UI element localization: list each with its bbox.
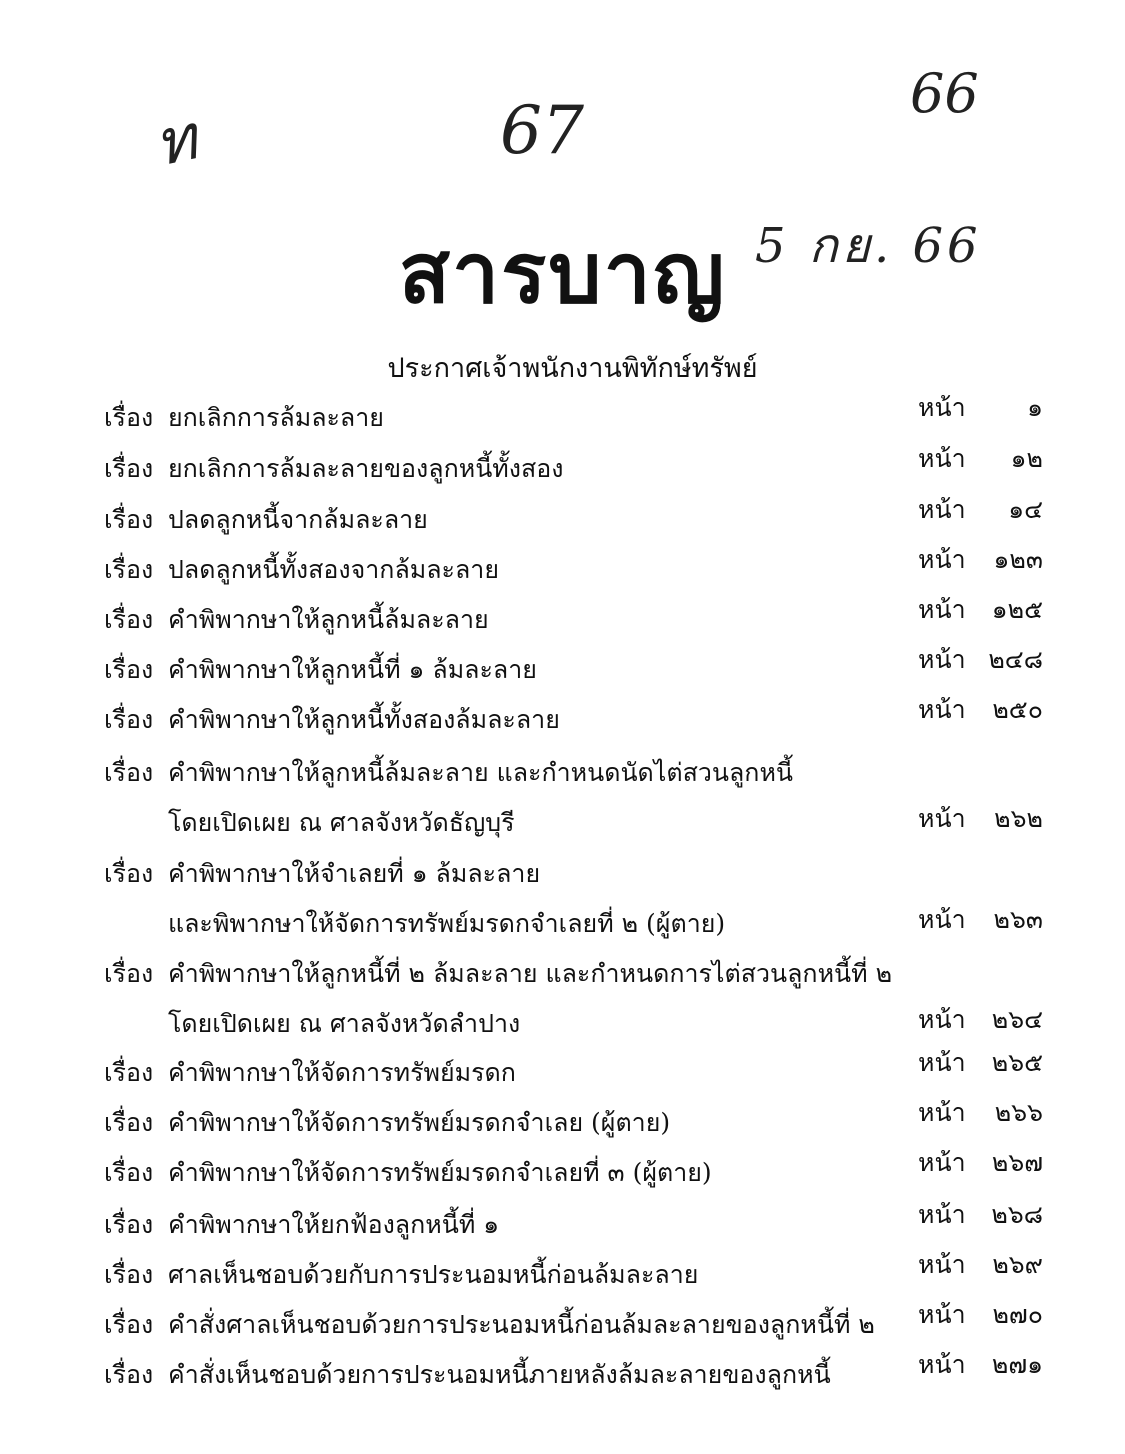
page-number: ๒๖๙ [992, 1250, 1043, 1279]
entry-title: คำสั่งเห็นชอบด้วยการประนอมหนี้ภายหลังล้มละลายของลูกหนี้ [168, 1360, 831, 1389]
entry-label: เรื่อง [104, 403, 154, 432]
handwritten-date-note: 5 กย. 66 [755, 218, 982, 274]
entry-label: เรื่อง [104, 454, 154, 483]
entry-title: ศาลเห็นชอบด้วยกับการประนอมหนี้ก่อนล้มละลาย [168, 1260, 699, 1289]
toc-entry [0, 545, 1125, 590]
page-label: หน้า [918, 804, 966, 833]
toc-entry [0, 645, 1125, 690]
page-number: ๒๗๑ [991, 1350, 1043, 1379]
entry-label: เรื่อง [104, 1260, 154, 1289]
page-label: หน้า [918, 1300, 966, 1329]
toc-entry [0, 1148, 1125, 1193]
page-title: สารบาญ [398, 224, 727, 322]
page-number: ๑๔ [1008, 495, 1043, 524]
toc-entry [0, 1098, 1125, 1143]
entry-title-continued: โดยเปิดเผย ณ ศาลจังหวัดธัญบุรี [168, 808, 515, 837]
page-number: ๒๖๓ [993, 905, 1043, 934]
entry-title: คำพิพากษาให้ลูกหนี้ทั้งสองล้มละลาย [168, 705, 560, 734]
page-label: หน้า [918, 393, 966, 422]
toc-entry [0, 444, 1125, 489]
page-number: ๑ [1027, 393, 1043, 422]
toc-entry [0, 1200, 1125, 1245]
toc-entry [0, 1250, 1125, 1295]
toc-entry [0, 954, 1125, 1038]
page-label: หน้า [918, 1250, 966, 1279]
page-label: หน้า [918, 495, 966, 524]
section-heading: ประกาศเจ้าพนักงานพิทักษ์ทรัพย์ [387, 353, 758, 384]
page-label: หน้า [918, 444, 966, 473]
entry-title: คำพิพากษาให้จัดการทรัพย์มรดก [168, 1058, 516, 1087]
page-label: หน้า [918, 1005, 966, 1034]
entry-label: เรื่อง [104, 1310, 154, 1339]
entry-label: เรื่อง [104, 1058, 154, 1087]
entry-title: คำพิพากษาให้ยกฟ้องลูกหนี้ที่ ๑ [168, 1210, 500, 1239]
page-label: หน้า [918, 1098, 966, 1127]
toc-entry [0, 753, 1125, 837]
entry-title: คำพิพากษาให้จัดการทรัพย์มรดกจำเลยที่ ๓ (ผู้ตาย) [168, 1158, 712, 1187]
entry-label: เรื่อง [104, 1108, 154, 1137]
page-label: หน้า [918, 1048, 966, 1077]
toc-entry [0, 595, 1125, 640]
entry-label: เรื่อง [104, 1210, 154, 1239]
toc-entry [0, 695, 1125, 740]
entry-label: เรื่อง [104, 959, 154, 988]
handwritten-note: 66 [910, 62, 979, 125]
entry-title-continued: และพิพากษาให้จัดการทรัพย์มรดกจำเลยที่ ๒ (ผู้ตาย) [168, 909, 726, 938]
entry-title: คำพิพากษาให้จัดการทรัพย์มรดกจำเลย (ผู้ตาย) [168, 1108, 671, 1137]
page-number: ๑๒๓ [993, 545, 1043, 574]
toc-entry [0, 393, 1125, 438]
page-label: หน้า [918, 1200, 966, 1229]
page-label: หน้า [918, 645, 966, 674]
entry-label: เรื่อง [104, 655, 154, 684]
page-label: หน้า [918, 695, 966, 724]
page-label: หน้า [918, 595, 966, 624]
entry-title: คำพิพากษาให้ลูกหนี้ที่ ๑ ล้มละลาย [168, 655, 537, 684]
page-label: หน้า [918, 1148, 966, 1177]
entry-title-continued: โดยเปิดเผย ณ ศาลจังหวัดลำปาง [168, 1009, 521, 1038]
page-number: ๒๖๔ [991, 1005, 1043, 1034]
handwritten-note: ท [147, 100, 203, 181]
page-label: หน้า [918, 905, 966, 934]
entry-label: เรื่อง [104, 605, 154, 634]
page-number: ๒๗๐ [992, 1300, 1043, 1329]
entry-title: ยกเลิกการล้มละลายของลูกหนี้ทั้งสอง [168, 454, 564, 483]
toc-entry [0, 1048, 1125, 1093]
toc-entry [0, 495, 1125, 540]
entry-label: เรื่อง [104, 555, 154, 584]
entry-label: เรื่อง [104, 705, 154, 734]
entry-label: เรื่อง [104, 758, 154, 787]
entry-label: เรื่อง [104, 859, 154, 888]
entry-label: เรื่อง [104, 505, 154, 534]
entry-label: เรื่อง [104, 1158, 154, 1187]
entry-label: เรื่อง [104, 1360, 154, 1389]
toc-entry [0, 1350, 1125, 1395]
entry-title: คำพิพากษาให้ลูกหนี้ล้มละลาย [168, 605, 489, 634]
handwritten-note: 67 [500, 92, 584, 169]
page-number: ๒๖๕ [991, 1048, 1043, 1077]
entry-title: ยกเลิกการล้มละลาย [168, 403, 384, 432]
page-number: ๒๔๘ [988, 645, 1043, 674]
page-number: ๒๖๗ [991, 1148, 1043, 1177]
page-label: หน้า [918, 1350, 966, 1379]
page-number: ๒๕๐ [992, 695, 1043, 724]
entry-title: คำพิพากษาให้ลูกหนี้ล้มละลาย และกำหนดนัดไต่สวนลูกหนี้ [168, 758, 794, 787]
page-label: หน้า [918, 545, 966, 574]
page-number: ๒๖๘ [991, 1200, 1043, 1229]
toc-entry [0, 854, 1125, 938]
page-number: ๑๒ [1010, 444, 1043, 473]
entry-title: คำพิพากษาให้ลูกหนี้ที่ ๒ ล้มละลาย และกำหนดการไต่สวนลูกหนี้ที่ ๒ [168, 959, 893, 988]
toc-entry [0, 1300, 1125, 1345]
entry-title: ปลดลูกหนี้จากล้มละลาย [168, 505, 428, 534]
entry-title: คำพิพากษาให้จำเลยที่ ๑ ล้มละลาย [168, 859, 541, 888]
entry-title: คำสั่งศาลเห็นชอบด้วยการประนอมหนี้ก่อนล้มละลายของลูกหนี้ที่ ๒ [168, 1310, 875, 1339]
entry-title: ปลดลูกหนี้ทั้งสองจากล้มละลาย [168, 555, 499, 584]
page-number: ๒๖๒ [994, 804, 1043, 833]
page-number: ๑๒๕ [991, 595, 1043, 624]
page-number: ๒๖๖ [994, 1098, 1043, 1127]
